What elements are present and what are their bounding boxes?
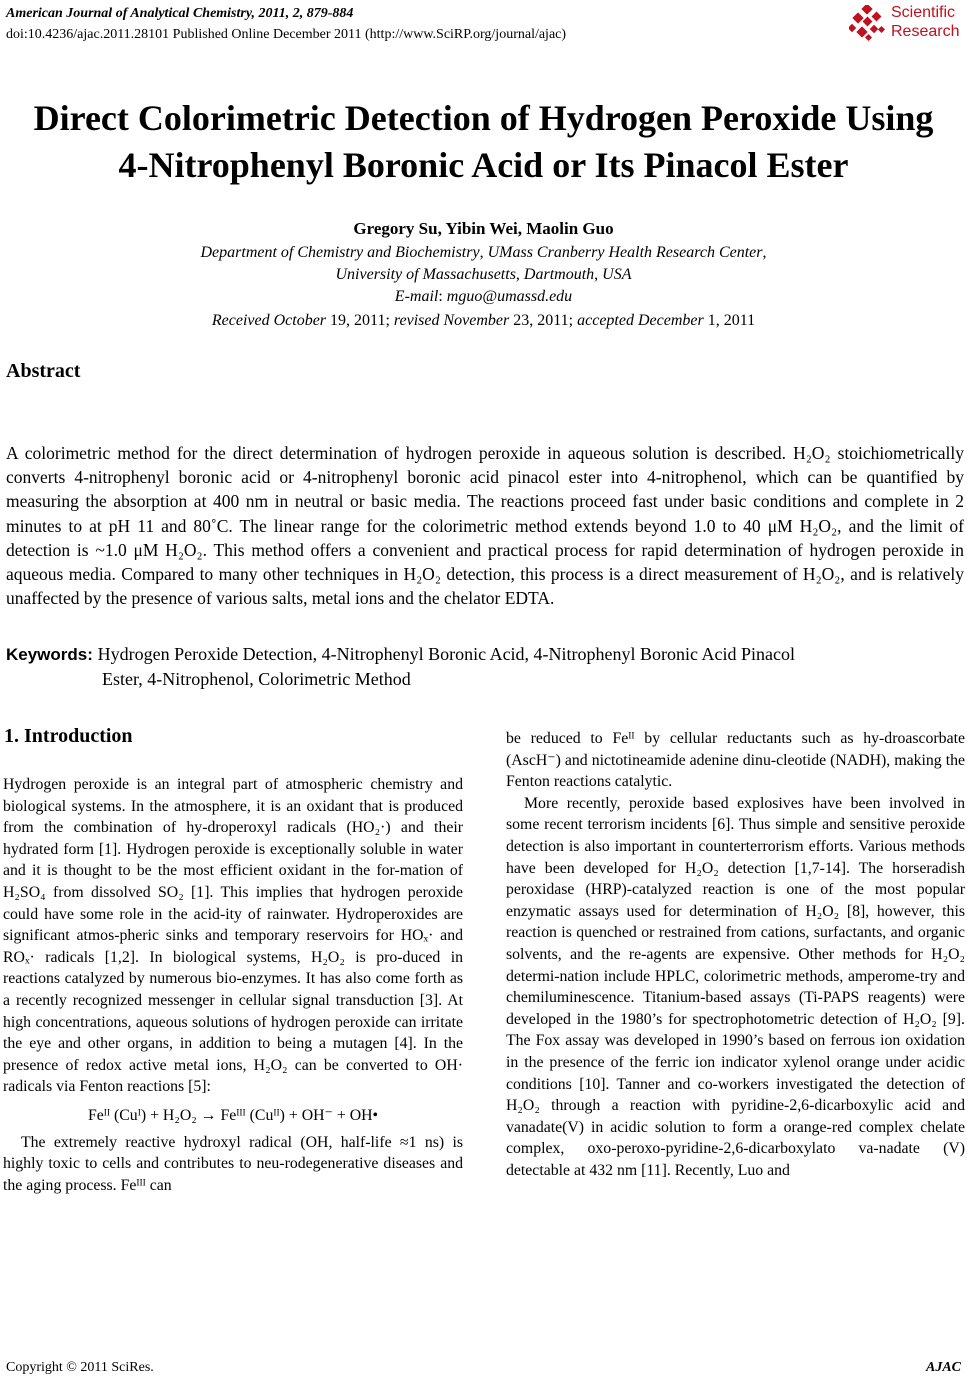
publisher-logo xyxy=(849,3,967,45)
section-heading-introduction: 1. Introduction xyxy=(4,725,133,747)
logo-line-2: Research xyxy=(891,23,960,40)
scirp-logo-icon xyxy=(849,5,887,43)
left-column xyxy=(3,774,463,1196)
keywords-block xyxy=(6,642,964,692)
university: University of Massachusetts xyxy=(335,266,516,283)
right-column xyxy=(506,728,965,1181)
copyright-notice: Copyright © 2011 SciRes. xyxy=(6,1360,154,1375)
received-date: 19, 2011; xyxy=(330,312,390,329)
intro-paragraph-2: The extremely reactive hydroxyl radical (OH, half-life ≈1 ns) is highly toxic to cells and contributes to neu-rodegenerative diseases and the aging process. Feᴵᴵᴵ can xyxy=(3,1133,463,1194)
paper-title xyxy=(0,95,967,189)
logo-text xyxy=(891,3,959,41)
fenton-equation: Feᴵᴵ (Cuᴵ) + H₂O₂ → Feᴵᴵᴵ (Cuᴵᴵ) + OH⁻ + OH• xyxy=(87,1106,379,1124)
dates-line xyxy=(0,312,967,330)
author-list: Gregory Su, Yibin Wei, Maolin Guo xyxy=(353,219,614,238)
title-line-1: Direct Colorimetric Detection of Hydrogen Peroxide Using xyxy=(33,98,934,138)
keywords-line-1: Hydrogen Peroxide Detection, 4-Nitrophenyl Boronic Acid, 4-Nitrophenyl Boronic Acid Pinacol xyxy=(97,644,796,664)
intro-paragraph-3: be reduced to Feᴵᴵ by cellular reductants such as hy-droascorbate (AscH⁻) and nictotineamide adenine dinu-cleotide (NADH), making the Fenton reactions catalytic. xyxy=(506,730,965,791)
abstract-heading: Abstract xyxy=(6,360,81,382)
revised-date: 23, 2011; xyxy=(513,312,574,329)
title-line-2: 4-Nitrophenyl Boronic Acid or Its Pinacol Ester xyxy=(118,145,849,185)
received-label: Received October xyxy=(211,312,327,329)
keywords-label: Keywords: xyxy=(6,645,93,664)
city: Dartmouth xyxy=(523,266,595,283)
footer-journal-abbr: AJAC xyxy=(925,1360,961,1375)
revised-label: revised November xyxy=(393,312,510,329)
accepted-label: accepted December xyxy=(577,312,704,329)
department: Department of Chemistry and Biochemistry xyxy=(200,244,480,261)
journal-header xyxy=(6,3,566,45)
intro-paragraph-4: More recently, peroxide based explosives have been involved in some recent terrorism incidents [6]. Thus simple and sensitive peroxide detection is also important in counterterrorism efforts. Various methods have been developed for H₂O₂ detection [1,7-14]. The horseradish peroxidase (HRP)-catalyzed reaction is one of the most popular enzymatic assays used for determination of H₂O₂ [8], however, this reaction is quenched or restrained from cations, surfactants, and organic solvents, and the re-agents are expensive. Other methods for H₂O₂ determi-nation include HPLC, colorimetric methods, amperome-try and chemiluminescence. Titanium-based assays (Ti-PAPS reagents) were developed in the 1980’s for spectrophotometric detection of H₂O₂ [9]. The Fox assay was developed in 1990’s based on ferrous ion oxidation in the presence of the ferric ion indicator xylenol orange under acidic conditions [10]. Tanner and co-workers investigated the detection of H₂O₂ through a reaction with pyridine-2,6-dicarboxylic acid and vanadate(V) in acidic solution to form a orange-red complex chelate complex, oxo-peroxo-pyridine-2,6-dicarboxylato va-nadate (V) detectable at 432 nm [11]. Recently, Luo and xyxy=(506,794,965,1179)
email-line: E-mail: mguo@umassd.edu xyxy=(394,288,573,305)
affiliation-line-2: University of Massachusetts, Dartmouth, USA xyxy=(335,266,632,283)
country: USA xyxy=(602,266,632,283)
accepted-date: 1, 2011 xyxy=(707,312,756,329)
volume-info: , 2011, 2, 879-884 xyxy=(251,6,354,21)
research-center: UMass Cranberry Health Research Center xyxy=(487,244,763,261)
logo-line-1: Scientific xyxy=(891,4,956,21)
intro-paragraph-1: Hydrogen peroxide is an integral part of atmospheric chemistry and biological systems. In the atmosphere, it is an oxidant that is produced from the combination of hy-droperoxyl radicals (HO₂·) and their hydrated form [1]. Hydrogen peroxide is exceptionally soluble in water and it is thought to be the most efficient oxidant in the for-mation of H₂SO₄ from dissolved SO₂ [1]. This implies that hydrogen peroxide could have some role in the acid-ity of rainwater. Hydroperoxides are significant atmos-pheric sinks and temporary reservoirs for HOₓ· and ROₓ· radicals [1,2]. In biological systems, H₂O₂ is pro-duced in reactions catalyzed by numerous bio-enzymes. It has also come forth as a recently recognized messenger in cellular signal transduction [3]. At high concentrations, aqueous solutions of hydrogen peroxide can irritate the eye and other organs, in addition to being a mutagen [4]. In the presence of redox active metal ions, H₂O₂ can be converted to OH· radicals via Fenton reactions [5]: xyxy=(3,776,463,1096)
abstract-text: A colorimetric method for the direct determination of hydrogen peroxide in aqueous solution is described. H₂O₂ stoichiometrically converts 4-nitrophenyl boronic acid or 4-nitrophenyl boronic acid pinacol ester into 4-nitrophenol, which can be quantified by measuring the absorption at 400 nm in neutral or basic media. The reactions proceed fast under basic conditions and complete in 2 minutes to at pH 11 and 80˚C. The linear range for the colorimetric method extends beyond 1.0 to 40 μM H₂O₂, and the limit of detection is ~1.0 μM H₂O₂. This method offers a convenient and practical process for rapid determination of hydrogen peroxide in aqueous media. Compared to many other techniques in H₂O₂ detection, this process is a direct measurement of H₂O₂, and is relatively unaffected by the presence of various salts, metal ions and the chelator EDTA. xyxy=(6,443,964,609)
email-address[interactable]: mguo@umassd.edu xyxy=(446,288,573,305)
email-label: E-mail xyxy=(394,288,439,305)
keywords-line-2: Ester, 4-Nitrophenol, Colorimetric Method xyxy=(102,669,411,689)
journal-name: American Journal of Analytical Chemistry xyxy=(6,6,252,21)
journal-citation-line xyxy=(6,3,566,24)
doi-line: doi:10.4236/ajac.2011.28101 Published Online December 2011 (http://www.SciRP.org/journal/ajac) xyxy=(6,27,567,42)
affiliation-line-1: Department of Chemistry and Biochemistry, UMass Cranberry Health Research Center, xyxy=(200,244,767,261)
